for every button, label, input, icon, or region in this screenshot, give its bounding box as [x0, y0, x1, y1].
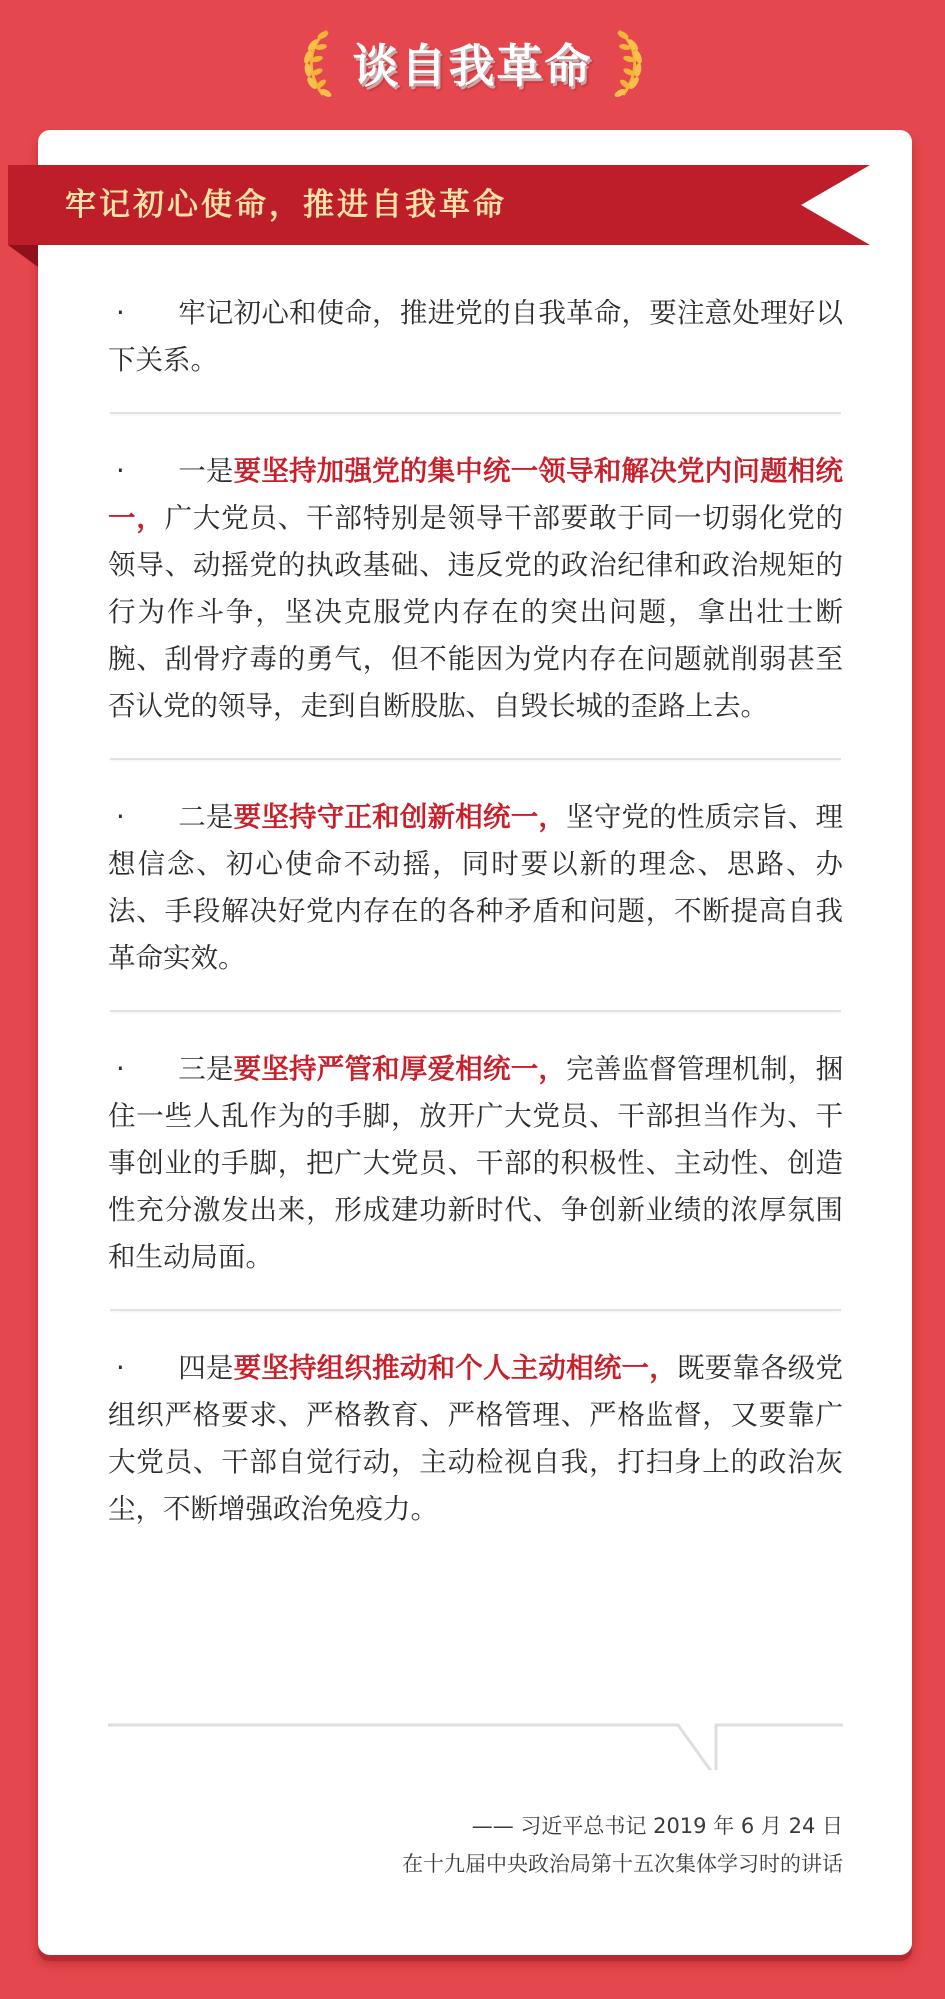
paragraph-text: 完善监督管理机制，捆住一些人乱作为的手脚，放开广大党员、干部担当作为、干事创业的手脚，把广大党员、干部的积极性、主动性、创造性充分激发出来，形成建功新时代、争创新业绩的浓厚氛围和生动局面。 — [108, 1053, 843, 1273]
bullet: · — [116, 801, 125, 833]
bullet: · — [116, 455, 125, 487]
paragraph-intro — [108, 290, 843, 384]
paragraph-highlight: 要坚持守正和创新相统一， — [233, 801, 567, 833]
attribution-occasion: 在十九届中央政治局第十五次集体学习时的讲话 — [402, 1852, 843, 1876]
paragraph-highlight: 要坚持严管和厚爱相统一， — [233, 1053, 567, 1085]
article-body — [108, 290, 843, 1533]
paragraph-point-4 — [108, 1345, 843, 1533]
bullet: · — [116, 1352, 125, 1384]
paragraph-point-3 — [108, 1046, 843, 1281]
paragraph-point-1 — [108, 448, 843, 730]
paragraph-text: 既要靠各级党组织严格要求、严格教育、严格管理、严格监督，又要靠广大党员、干部自觉行动，主动检视自我，打扫身上的政治灰尘，不断增强政治免疫力。 — [108, 1352, 844, 1525]
bullet: · — [116, 1053, 125, 1085]
paragraph-point-2 — [108, 794, 843, 982]
paragraph-text: 坚守党的性质宗旨、理想信念、初心使命不动摇，同时要以新的理念、思路、办法、手段解决好党内存在的各种矛盾和问题，不断提高自我革命实效。 — [108, 801, 843, 974]
paragraph-highlight: 要坚持加强党的集中统一领导和解决党内问题相统一， — [108, 455, 843, 534]
speech-bubble-divider — [108, 1700, 843, 1770]
paragraph-highlight: 要坚持组织推动和个人主动相统一， — [233, 1352, 677, 1384]
divider — [110, 1010, 841, 1012]
divider — [110, 1309, 841, 1311]
paragraph-lead: 三是 — [178, 1053, 234, 1085]
attribution — [402, 1807, 843, 1883]
paragraph-lead: 一是 — [178, 455, 234, 487]
wheat-laurel-icon — [611, 27, 647, 99]
wheat-laurel-icon — [299, 27, 335, 99]
bullet: · — [116, 297, 125, 329]
ribbon-fold — [8, 245, 38, 267]
section-title: 牢记初心使命，推进自我革命 — [65, 187, 507, 223]
paragraph-text: 牢记初心和使命，推进党的自我革命，要注意处理好以下关系。 — [108, 297, 843, 376]
divider — [110, 758, 841, 760]
header — [0, 18, 945, 108]
divider — [110, 412, 841, 414]
page-title: 谈自我革命 — [352, 39, 593, 93]
attribution-author-date: —— 习近平总书记 2019 年 6 月 24 日 — [471, 1814, 843, 1838]
paragraph-lead: 四是 — [178, 1352, 234, 1384]
paragraph-lead: 二是 — [178, 801, 234, 833]
paragraph-text: 广大党员、干部特别是领导干部要敢于同一切弱化党的领导、动摇党的执政基础、违反党的政治纪律和政治规矩的行为作斗争，坚决克服党内存在的突出问题，拿出壮士断腕、刮骨疗毒的勇气，但不能因为党内存在问题就削弱甚至否认党的领导，走到自断股肱、自毁长城的歪路上去。 — [108, 502, 844, 722]
